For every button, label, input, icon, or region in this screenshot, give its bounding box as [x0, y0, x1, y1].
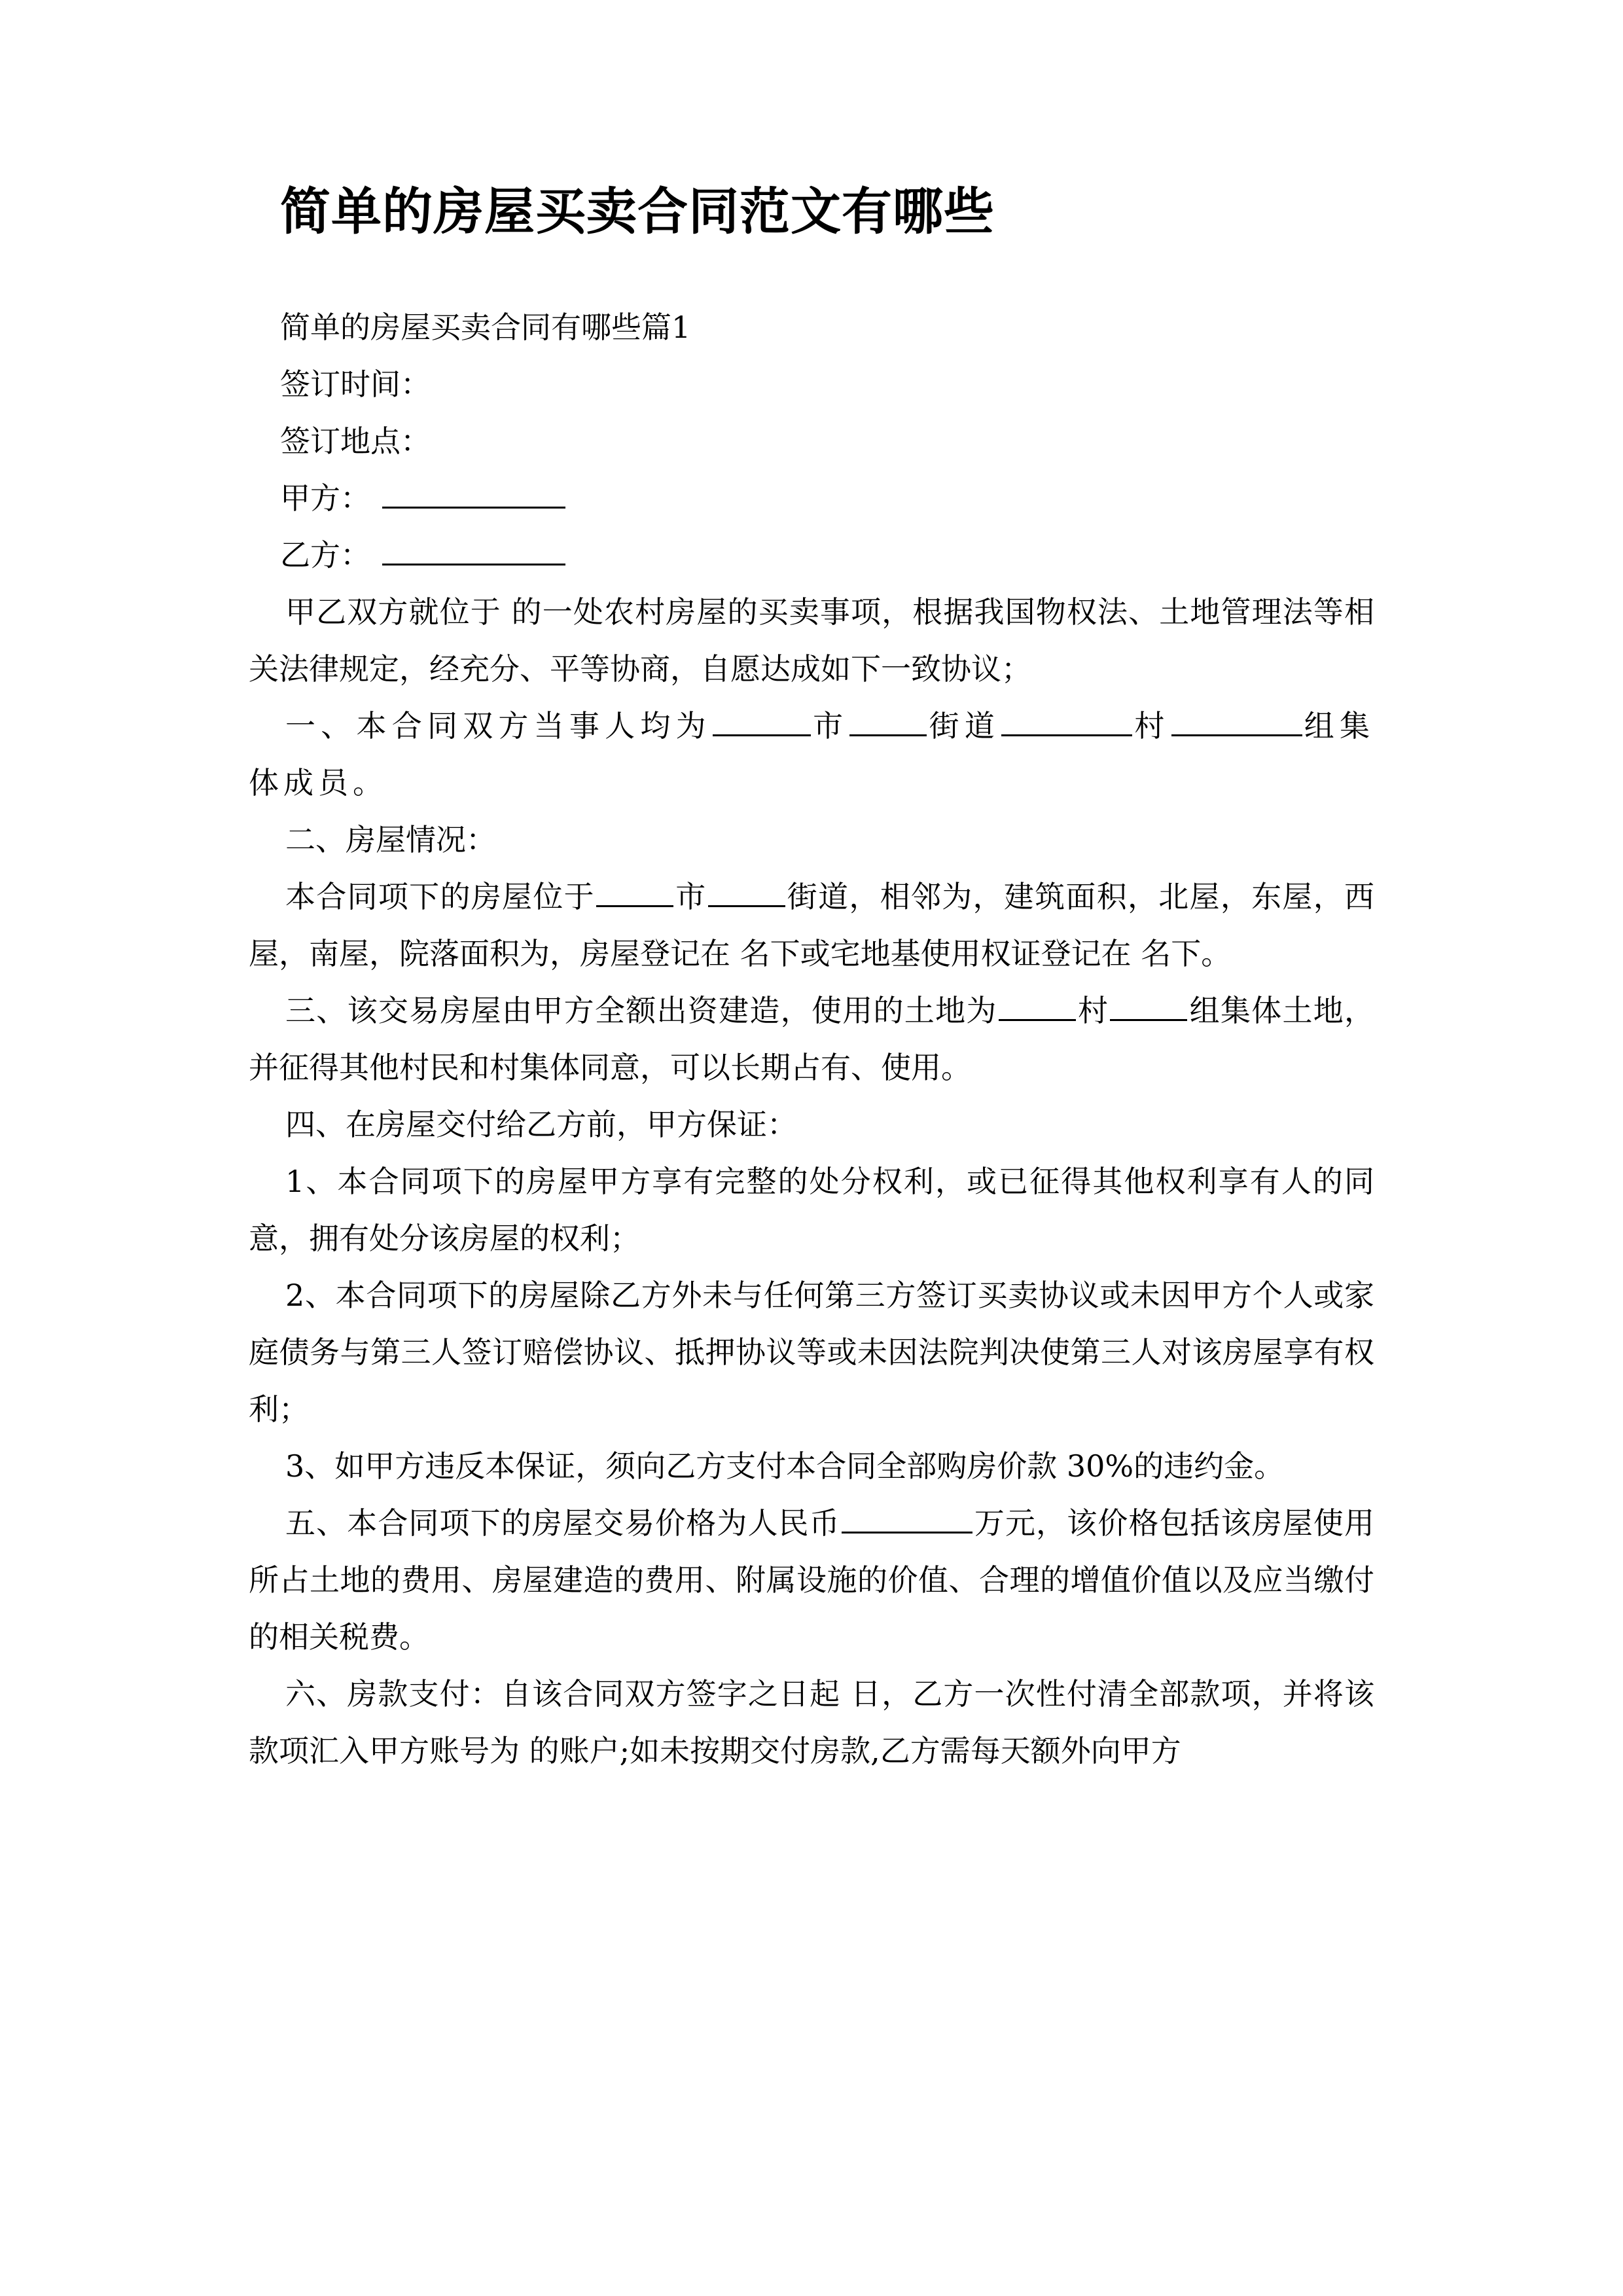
clause-5-seg-0: 本合同项下的房屋交易价格为人民币: [347, 1505, 840, 1541]
clause-2-number: 二、: [285, 821, 346, 857]
party-a-blank[interactable]: [382, 475, 565, 509]
clause-4-heading: 四、在房屋交付给乙方前，甲方保证：: [285, 1106, 797, 1142]
clause-2-seg-2: 街道，相邻为，建筑面积，北屋，东屋，西屋，南屋，院落面积为，房屋登记在 名下或宅地基使用权证登记在 名下。: [249, 878, 1375, 971]
clause-5-blank-price[interactable]: [842, 1500, 972, 1534]
clause-1-seg-1: 市: [812, 708, 849, 744]
clause-3-seg-0: 该交易房屋由甲方全额出资建造，使用的土地为: [347, 992, 997, 1028]
clause-1-blank-street[interactable]: [849, 703, 927, 736]
field-sign-time: 签订时间：: [280, 366, 431, 402]
clause-1: [249, 698, 1374, 812]
clause-3-seg-1: 村: [1077, 992, 1109, 1028]
clause-3: [249, 982, 1374, 1096]
clause-5: [249, 1495, 1374, 1666]
clause-5-seg-1: 万元，该价格包括该房屋使用所占土地的费用、房屋建造的费用、附属设施的价值、合理的增值价值以及应当缴付的相关税费。: [249, 1505, 1375, 1655]
clause-2-heading: [249, 812, 1374, 869]
clause-3-blank-group[interactable]: [1110, 988, 1187, 1021]
clause-6: 六、房款支付：自该合同双方签字之日起 日，乙方一次性付清全部款项，并将该款项汇入甲方账号为 的账户;如未按期交付房款,乙方需每天额外向甲方: [249, 1676, 1374, 1768]
clause-5-number: 五、: [285, 1505, 348, 1541]
clause-1-seg-0: 本合同双方当事人均为: [356, 708, 711, 744]
clause-4-item-2: 2、本合同项下的房屋除乙方外未与任何第三方签订买卖协议或未因甲方个人或家庭债务与第三人签订赔偿协议、抵押协议等或未因法院判决使第三人对该房屋享有权利；: [249, 1277, 1374, 1427]
clause-1-blank-city[interactable]: [713, 703, 811, 736]
clause-3-blank-village[interactable]: [999, 988, 1076, 1021]
clause-1-seg-3: 村: [1133, 708, 1170, 744]
clause-1-seg-2: 街道: [928, 708, 1001, 744]
clause-1-seg-4: 组集体成员。: [249, 708, 1375, 800]
clause-1-number: 一、: [285, 708, 357, 744]
clause-4-item-1: 1、本合同项下的房屋甲方享有完整的处分权利，或已征得其他权利享有人的同意，拥有处分该房屋的权利；: [249, 1163, 1374, 1256]
clause-3-seg-2: 组集体土地，并征得其他村民和村集体同意，可以长期占有、使用。: [249, 992, 1375, 1085]
section-heading-pian1: 简单的房屋买卖合同有哪些篇1: [280, 309, 691, 345]
clause-2-title: 房屋情况：: [346, 821, 496, 857]
document-content: [249, 183, 1374, 1780]
field-sign-place: 签订地点：: [280, 423, 431, 459]
clause-2-body: [249, 869, 1374, 982]
party-b-blank[interactable]: [382, 532, 565, 565]
clause-2-blank-city[interactable]: [596, 874, 673, 907]
clause-3-number: 三、: [285, 992, 348, 1028]
field-party-a-row: [249, 470, 1374, 527]
clause-4-item-3: 3、如甲方违反本保证，须向乙方支付本合同全部购房价款 30%的违约金。: [285, 1448, 1285, 1484]
preamble-paragraph: 甲乙双方就位于 的一处农村房屋的买卖事项，根据我国物权法、土地管理法等相关法律规定，经充分、平等协商，自愿达成如下一致协议；: [249, 594, 1374, 687]
clause-2-blank-street[interactable]: [708, 874, 785, 907]
field-party-b-row: [249, 527, 1374, 584]
clause-2-seg-1: 市: [674, 878, 707, 914]
clause-2-seg-0: 本合同项下的房屋位于: [285, 878, 595, 914]
page-title: 简单的房屋买卖合同范文有哪些: [280, 183, 995, 242]
clause-1-blank-group[interactable]: [1171, 703, 1302, 736]
clause-1-blank-village[interactable]: [1001, 703, 1132, 736]
field-party-b-label: 乙方：: [280, 537, 370, 573]
field-party-a-label: 甲方：: [280, 480, 370, 516]
